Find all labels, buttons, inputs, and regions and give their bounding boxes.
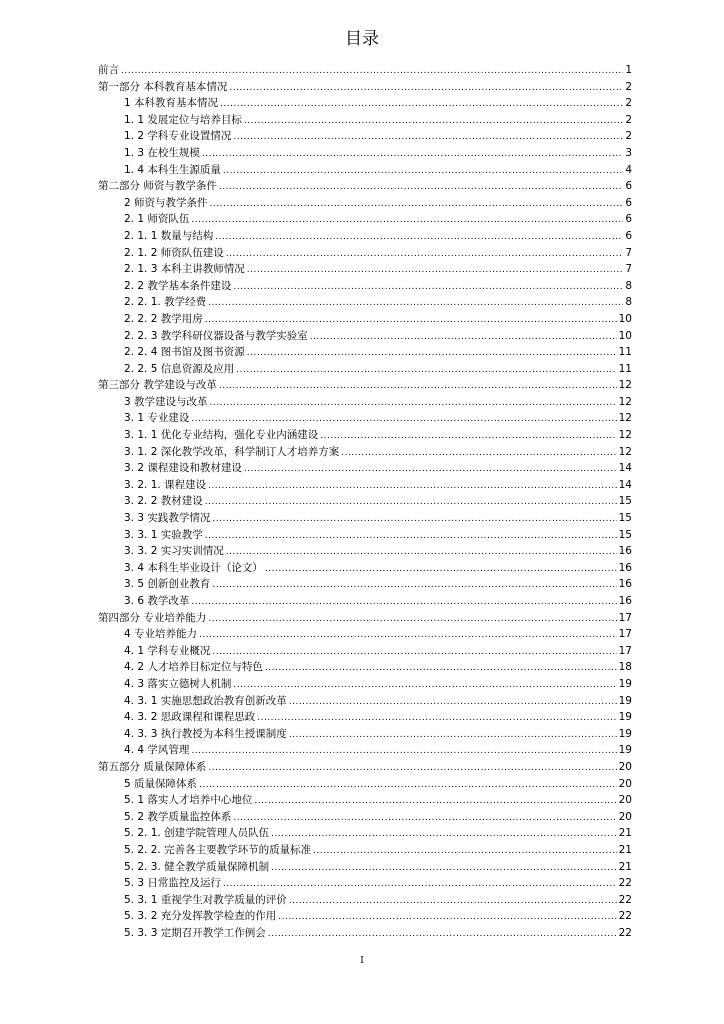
toc-entry-label: 1. 1 发展定位与培养目标: [124, 113, 242, 126]
toc-entry-label: 第二部分 师资与教学条件: [98, 180, 217, 193]
toc-entry-page: 6: [625, 229, 632, 242]
toc-entry[interactable]: [98, 676, 632, 693]
dot-leader: [254, 793, 616, 810]
toc-entry-page: 6: [625, 180, 632, 193]
toc-entry[interactable]: [98, 361, 632, 378]
dot-leader: [223, 876, 617, 893]
dot-leader: [226, 246, 624, 263]
dot-leader: [212, 511, 616, 528]
toc-entry-label: 3. 2. 1. 课程建设: [124, 478, 207, 491]
toc-entry-page: 7: [625, 246, 632, 259]
toc-entry-page: 14: [618, 478, 632, 491]
toc-entry[interactable]: [98, 62, 632, 79]
toc-entry[interactable]: [98, 95, 632, 112]
dot-leader: [208, 611, 616, 628]
toc-entry[interactable]: [98, 527, 632, 544]
dot-leader: [236, 362, 616, 379]
toc-entry-page: 19: [618, 694, 632, 707]
toc-entry-page: 7: [625, 263, 632, 276]
toc-entry-label: 5. 3. 2 充分发挥教学检查的作用: [124, 910, 277, 923]
dot-leader: [289, 727, 617, 744]
toc-entry[interactable]: [98, 593, 632, 610]
toc-entry[interactable]: [98, 128, 632, 145]
toc-entry[interactable]: [98, 510, 632, 527]
toc-entry-page: 2: [625, 97, 632, 110]
toc-entry-label: 3. 5 创新创业教育: [124, 578, 211, 591]
toc-entry[interactable]: [98, 925, 632, 942]
toc-entry-page: 8: [625, 279, 632, 292]
toc-entry[interactable]: [98, 245, 632, 262]
toc-entry[interactable]: [98, 792, 632, 809]
toc-entry-label: 2. 2 教学基本条件建设: [124, 279, 232, 292]
toc-entry-page: 21: [618, 843, 632, 856]
toc-entry[interactable]: [98, 261, 632, 278]
toc-entry-label: 第一部分 本科教育基本情况: [98, 80, 228, 93]
toc-entry-page: 8: [625, 296, 632, 309]
toc-entry[interactable]: [98, 178, 632, 195]
toc-entry-label: 2. 1. 2 师资队伍建设: [124, 246, 224, 259]
toc-entry-label: 2. 2. 2 教学用房: [124, 312, 203, 325]
dot-leader: [229, 80, 623, 97]
toc-entry-page: 12: [618, 395, 632, 408]
toc-entry[interactable]: [98, 444, 632, 461]
dot-leader: [191, 212, 623, 229]
dot-leader: [210, 196, 624, 213]
toc-entry-page: 17: [618, 611, 632, 624]
toc-entry-page: 1: [625, 64, 632, 76]
toc-entry[interactable]: [98, 145, 632, 162]
toc-entry-label: 4. 3. 3 执行教授为本科生授课制度: [124, 727, 287, 740]
toc-entry-label: 第三部分 教学建设与改革: [98, 379, 217, 392]
toc-entry-label: 4 专业培养能力: [124, 628, 198, 641]
toc-entry-page: 11: [618, 362, 632, 375]
dot-leader: [320, 428, 616, 445]
toc-entry[interactable]: [98, 493, 632, 510]
toc-entry[interactable]: [98, 908, 632, 925]
toc-entry-page: 20: [618, 760, 632, 773]
toc-entry-label: 3. 3 实践教学情况: [124, 512, 211, 525]
toc-entry-label: 3. 2. 2 教材建设: [124, 495, 203, 508]
toc-entry-label: 2 师资与教学条件: [124, 196, 208, 209]
dot-leader: [223, 163, 623, 180]
dot-leader: [226, 544, 617, 561]
toc-entry[interactable]: [98, 394, 632, 411]
toc-entry-label: 4. 3 落实立德树人机制: [124, 677, 232, 690]
toc-entry[interactable]: [98, 643, 632, 660]
dot-leader: [220, 96, 623, 113]
toc-entry-label: 2. 2. 1. 教学经费: [124, 296, 207, 309]
dot-leader: [244, 461, 617, 478]
toc-entry-page: 21: [618, 827, 632, 840]
toc-entry-label: 2. 1. 3 本科主讲教师情况: [124, 263, 245, 276]
toc-entry-label: 3. 3. 1 实验教学: [124, 528, 203, 541]
toc-entry[interactable]: [98, 709, 632, 726]
dot-leader: [233, 677, 616, 694]
dot-leader: [208, 760, 616, 777]
toc-entry-page: 19: [618, 727, 632, 740]
toc-entry-label: 5. 3 日常监控及运行: [124, 877, 221, 890]
toc-entry[interactable]: [98, 460, 632, 477]
toc-entry[interactable]: [98, 311, 632, 328]
toc-entry-label: 3. 3. 2 实习实训情况: [124, 545, 224, 558]
toc-entry-page: 2: [625, 130, 632, 143]
toc-entry-label: 5. 2. 2. 完善各主要教学环节的质量标准: [124, 843, 312, 856]
toc-entry-label: 3. 2 课程建设和教材建设: [124, 462, 242, 475]
toc-entry[interactable]: [98, 112, 632, 129]
toc-entry[interactable]: [98, 892, 632, 909]
toc-entry[interactable]: [98, 278, 632, 295]
toc-entry[interactable]: [98, 543, 632, 560]
toc-entry-page: 16: [618, 595, 632, 607]
toc-entry[interactable]: [98, 610, 632, 627]
dot-leader: [210, 395, 617, 412]
toc-entry[interactable]: [98, 825, 632, 842]
dot-leader: [208, 295, 623, 312]
toc-entry[interactable]: [98, 759, 632, 776]
toc-entry[interactable]: [98, 576, 632, 593]
toc-entry-page: 12: [618, 412, 632, 425]
toc-entry-page: 20: [618, 810, 632, 823]
dot-leader: [121, 63, 623, 80]
toc-entry-page: 22: [618, 910, 632, 923]
dot-leader: [233, 810, 616, 827]
dot-leader: [212, 644, 616, 661]
dot-leader: [289, 893, 617, 910]
toc-entry[interactable]: [98, 195, 632, 212]
toc-entry[interactable]: [98, 859, 632, 876]
dot-leader: [271, 826, 617, 843]
toc-entry-page: 3: [625, 146, 632, 159]
dot-leader: [219, 179, 623, 196]
toc-entry[interactable]: [98, 344, 632, 361]
toc-entry[interactable]: [98, 842, 632, 859]
toc-entry-page: 6: [625, 196, 632, 209]
dot-leader: [313, 843, 617, 860]
toc-entry[interactable]: [98, 560, 632, 577]
toc-entry[interactable]: [98, 875, 632, 892]
toc-entry-label: 1. 3 在校生规模: [124, 146, 200, 159]
toc-entry-label: 5. 1 落实人才培养中心地位: [124, 794, 253, 807]
dot-leader: [244, 113, 623, 130]
toc-entry-label: 5. 2. 1. 创建学院管理人员队伍: [124, 827, 270, 840]
toc-entry-page: 11: [618, 346, 632, 359]
toc-entry[interactable]: [98, 228, 632, 245]
toc-entry-label: 5. 2. 3. 健全教学质量保障机制: [124, 860, 270, 873]
toc-entry-label: 5. 3. 1 重视学生对教学质量的评价: [124, 893, 287, 906]
toc-entry-page: 6: [625, 213, 632, 226]
toc-entry-page: 15: [618, 512, 632, 525]
toc-entry-label: 4. 3. 1 实施思想政治教育创新改革: [124, 694, 287, 707]
dot-leader: [199, 627, 617, 644]
toc-entry-label: 3 教学建设与改革: [124, 395, 208, 408]
toc-entry[interactable]: [98, 626, 632, 643]
toc-entry[interactable]: [98, 79, 632, 96]
toc-entry[interactable]: [98, 693, 632, 710]
toc-entry-page: 17: [618, 628, 632, 641]
toc-title: 目录: [345, 29, 379, 49]
toc-entry[interactable]: [98, 659, 632, 676]
dot-leader: [341, 445, 616, 462]
toc-entry-label: 前言: [98, 64, 119, 76]
dot-leader: [310, 329, 617, 346]
toc-entry-page: 22: [618, 877, 632, 890]
toc-entry-page: 15: [618, 495, 632, 508]
toc-entry-page: 19: [618, 677, 632, 690]
toc-entry-page: 14: [618, 462, 632, 475]
toc-entry-page: 21: [618, 860, 632, 873]
toc-entry-page: 4: [625, 163, 632, 176]
toc-entry-label: 4. 2 人才培养目标定位与特色: [124, 661, 263, 674]
toc-entry-page: 22: [618, 926, 632, 939]
toc-entry-page: 17: [618, 644, 632, 657]
toc-entry-label: 3. 6 教学改革: [124, 595, 190, 607]
dot-leader: [289, 694, 617, 711]
toc-entry-label: 3. 1. 1 优化专业结构，强化专业内涵建设: [124, 429, 319, 442]
dot-leader: [265, 561, 617, 578]
dot-leader: [247, 262, 624, 279]
dot-leader: [233, 129, 623, 146]
toc-entry-label: 1. 4 本科生生源质量: [124, 163, 221, 176]
dot-leader: [191, 743, 616, 760]
toc-entry-label: 2. 2. 3 教学科研仪器设备与教学实验室: [124, 329, 308, 342]
toc-entry[interactable]: [98, 776, 632, 793]
dot-leader: [247, 345, 617, 362]
toc-entry-page: 18: [618, 661, 632, 674]
toc-entry[interactable]: [98, 427, 632, 444]
toc-entry-label: 4. 3. 2 思政课程和课程思政: [124, 711, 256, 724]
toc-entry[interactable]: [98, 809, 632, 826]
dot-leader: [191, 411, 616, 428]
toc-entry-label: 3. 1 专业建设: [124, 412, 190, 425]
toc-entry[interactable]: [98, 211, 632, 228]
dot-leader: [265, 660, 617, 677]
toc-entry-label: 第五部分 质量保障体系: [98, 760, 207, 773]
toc-entry-label: 4. 4 学风管理: [124, 744, 190, 757]
toc-entry-page: 12: [618, 379, 632, 392]
toc-entry-label: 5. 2 教学质量监控体系: [124, 810, 232, 823]
toc-entry-page: 16: [618, 561, 632, 574]
table-of-contents: [98, 62, 632, 941]
dot-leader: [205, 494, 617, 511]
toc-entry-page: 2: [625, 80, 632, 93]
dot-leader: [212, 577, 616, 594]
toc-entry-label: 5. 3. 3 定期召开教学工作例会: [124, 926, 266, 939]
page-number: I: [360, 956, 364, 966]
toc-entry-page: 16: [618, 578, 632, 591]
dot-leader: [271, 860, 617, 877]
toc-entry-page: 12: [618, 429, 632, 442]
toc-entry-label: 1. 2 学科专业设置情况: [124, 130, 232, 143]
dot-leader: [278, 909, 616, 926]
toc-entry-page: 10: [618, 312, 632, 325]
dot-leader: [208, 478, 617, 495]
toc-entry[interactable]: [98, 726, 632, 743]
toc-entry-label: 3. 1. 2 深化教学改革，科学制订人才培养方案: [124, 445, 340, 458]
toc-entry-page: 20: [618, 794, 632, 807]
toc-entry[interactable]: [98, 477, 632, 494]
toc-entry[interactable]: [98, 328, 632, 345]
dot-leader: [268, 926, 617, 943]
toc-entry[interactable]: [98, 742, 632, 759]
toc-entry-label: 2. 1 师资队伍: [124, 213, 190, 226]
dot-leader: [205, 528, 617, 545]
toc-entry-page: 20: [618, 777, 632, 790]
toc-entry-label: 4. 1 学科专业概况: [124, 644, 211, 657]
dot-leader: [233, 279, 623, 296]
toc-entry-label: 3. 4 本科生毕业设计（论文）: [124, 561, 263, 574]
toc-entry-label: 2. 2. 5 信息资源及应用: [124, 362, 235, 375]
toc-entry-page: 19: [618, 744, 632, 757]
dot-leader: [191, 594, 616, 611]
dot-leader: [205, 312, 617, 329]
toc-entry-page: 12: [618, 445, 632, 458]
toc-entry-page: 16: [618, 545, 632, 558]
dot-leader: [215, 229, 623, 246]
toc-entry-label: 2. 2. 4 图书馆及图书资源: [124, 346, 245, 359]
dot-leader: [199, 777, 617, 794]
dot-leader: [202, 146, 623, 163]
toc-entry-label: 第四部分 专业培养能力: [98, 611, 207, 624]
toc-entry[interactable]: [98, 294, 632, 311]
toc-entry-page: 10: [618, 329, 632, 342]
toc-entry[interactable]: [98, 410, 632, 427]
toc-entry-page: 19: [618, 711, 632, 724]
toc-entry[interactable]: [98, 162, 632, 179]
dot-leader: [257, 710, 616, 727]
dot-leader: [219, 378, 617, 395]
toc-entry[interactable]: [98, 377, 632, 394]
toc-entry-label: 5 质量保障体系: [124, 777, 198, 790]
toc-entry-label: 2. 1. 1 数量与结构: [124, 229, 214, 242]
toc-entry-page: 22: [618, 893, 632, 906]
toc-entry-page: 15: [618, 528, 632, 541]
toc-entry-label: 1 本科教育基本情况: [124, 97, 219, 110]
toc-entry-page: 2: [625, 113, 632, 126]
